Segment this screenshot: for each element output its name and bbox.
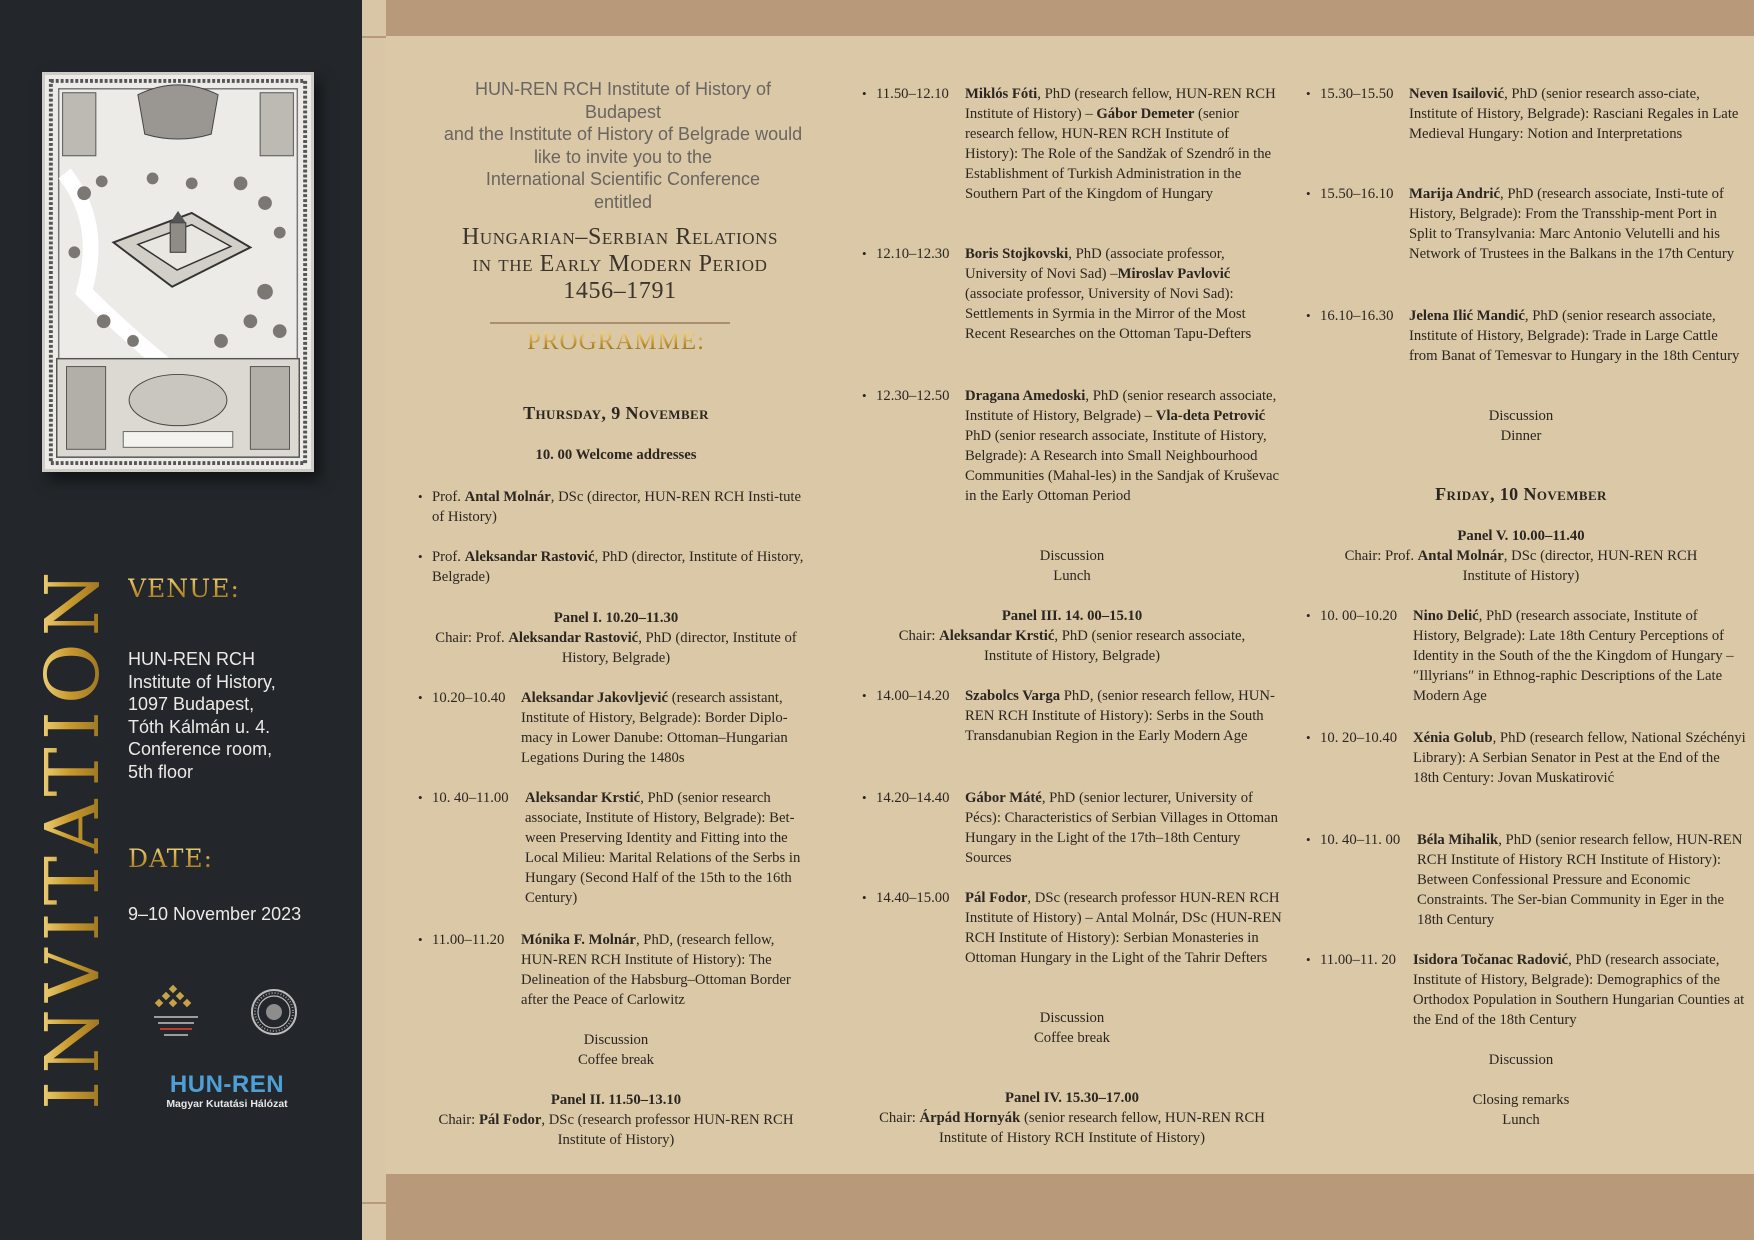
break-line: Discussion	[1488, 408, 1554, 424]
bullet: •	[1306, 308, 1311, 323]
venue-line: HUN-REN RCH	[128, 649, 255, 669]
talk-description	[1417, 830, 1746, 930]
chair-name: Pál Fodor	[478, 1112, 542, 1128]
talk-time: 12.10–12.30	[876, 246, 950, 262]
talk-details: , PhD (senior lecturer, University of Pécs): Characteristics of Serbian Villages in Ottoman Hungary in the Light of the 17th–18th Century Sources	[965, 790, 1278, 866]
talk-details: , PhD (research associate, Institute of History, Belgrade): Late 18th Century Perceptions of Identity in the South of the the Kingdom of Hungary – ″Illyrians″ in Ethnog-raphic Descriptions of the Late Modern Age	[1413, 608, 1734, 704]
talk-details: , PhD (senior research associate, Institute of History, Belgrade): Trade in Large Cattle from Banat of Temesvar to Hungary in the 18th Century	[1409, 308, 1740, 364]
programme-paper	[386, 36, 1754, 1174]
speaker-name: Aleksandar Rastović	[464, 549, 595, 565]
bullet: •	[418, 790, 423, 805]
break-line: Discussion	[583, 1032, 649, 1048]
bullet: •	[1306, 952, 1311, 967]
talk-time: 10. 40–11.00	[432, 790, 509, 806]
closing-line: Closing remarks	[1472, 1092, 1570, 1108]
bullet: •	[418, 549, 423, 564]
speaker-name: Gábor Demeter	[1096, 106, 1195, 122]
panel-header	[416, 1090, 816, 1150]
session-break	[862, 1008, 1282, 1048]
speaker-name: Antal Molnár	[464, 489, 551, 505]
panel-chair	[416, 1110, 816, 1150]
talk-description	[521, 688, 814, 768]
speaker-details: , PhD (director, Institute of History, Belgrade)	[432, 549, 804, 585]
talk-description	[965, 84, 1282, 204]
panel-chair	[862, 626, 1282, 666]
intro-line: like to invite you to the	[533, 146, 713, 167]
speaker-name: Pál Fodor	[965, 890, 1028, 906]
talk-time: 14.40–15.00	[876, 890, 950, 906]
talk-item	[418, 788, 814, 908]
date-text: 9–10 November 2023	[128, 904, 302, 924]
talk-details: PhD, (senior research fellow, HUN-REN RCH Institute of History): Serbs in the South Transdanubian Region in the Early Modern Age	[965, 688, 1275, 744]
speaker-name: Gábor Máté	[965, 790, 1042, 806]
hun-ren-logo-subtitle: Magyar Kutatási Hálózat	[166, 1098, 288, 1110]
talk-details: , PhD (senior research associate, Institute of History, Belgrade) –	[965, 388, 1277, 424]
institute-emblem-icon	[150, 984, 202, 1038]
talk-time: 14.20–14.40	[876, 790, 950, 806]
panel-header	[862, 606, 1282, 666]
talk-time: 10. 40–11. 00	[1320, 832, 1401, 848]
talk-description	[965, 788, 1282, 868]
talk-details: , PhD (associate professor, University of Novi Sad) –	[965, 246, 1225, 282]
talk-time: 10. 20–10.40	[1320, 730, 1398, 746]
talk-item	[862, 788, 1282, 868]
talk-details: , PhD (research associate, Institute of History, Belgrade): Demographics of the Orthodox Population in Southern Hungarian Counties at the End of the 18th Century	[1413, 952, 1745, 1028]
chair-name: Árpád Hornyák	[919, 1110, 1021, 1126]
speaker-name: Aleksandar Jakovljević	[521, 690, 669, 706]
talk-item	[1306, 606, 1746, 706]
hun-ren-logo-name: HUN-REN	[169, 1071, 285, 1098]
talk-description	[525, 788, 814, 908]
speaker-title: Prof.	[432, 489, 465, 505]
venue-line: 5th floor	[128, 761, 194, 782]
talk-time: 11.00–11. 20	[1320, 952, 1397, 968]
talk-details: , PhD (research associate, Insti-tute of History, Belgrade): From the Transship-ment Port in Split to Transylvania: Marc Antonio Velutelli and his Network of Trustees in the Balkans in the 17th Century	[1409, 186, 1735, 262]
chair-label: Chair: Prof.	[1344, 548, 1418, 564]
programme-heading: PROGRAMME:	[416, 332, 816, 352]
venue-label: VENUE:	[128, 574, 240, 603]
speaker-name: Mónika F. Molnár	[521, 932, 636, 948]
talk-details: , PhD (research fellow, HUN-REN RCH Institute of History) –	[965, 86, 1276, 122]
talk-time: 15.50–16.10	[1320, 186, 1394, 202]
speaker-name: Neven Isailović	[1409, 86, 1505, 102]
invitation-intro	[436, 78, 810, 214]
chair-label: Chair:	[879, 1110, 920, 1126]
chair-details: , DSc (research professor HUN-REN RCH Institute of History)	[541, 1112, 794, 1148]
bullet: •	[862, 388, 867, 403]
talk-time: 12.30–12.50	[876, 388, 950, 404]
session-break	[1306, 1050, 1736, 1070]
session-break	[862, 546, 1282, 586]
speaker-title: Prof.	[432, 549, 465, 565]
institute-seal-icon	[250, 988, 298, 1036]
panel-header	[862, 1088, 1282, 1148]
conference-title-line: in the Early Modern Period	[472, 251, 768, 277]
talk-description	[1413, 950, 1746, 1030]
talk-time: 11.50–12.10	[876, 86, 949, 102]
talk-item	[1306, 728, 1746, 788]
session-break	[1306, 406, 1736, 446]
bullet: •	[418, 489, 423, 504]
bullet: •	[1306, 730, 1311, 745]
bullet: •	[418, 932, 423, 947]
intro-line: International Scientific Conference	[485, 169, 761, 190]
talk-item	[1306, 950, 1746, 1030]
venue-line: Tóth Kálmán u. 4.	[128, 716, 271, 737]
talk-description	[965, 888, 1282, 968]
speaker-entry	[432, 487, 814, 527]
venue-line: Institute of History,	[128, 671, 276, 692]
chair-label: Chair: Prof.	[435, 630, 509, 646]
bullet: •	[418, 690, 423, 705]
chair-label: Chair:	[898, 628, 940, 644]
bullet: •	[1306, 608, 1311, 623]
break-line: Coffee break	[578, 1052, 654, 1068]
talk-time: 10.20–10.40	[432, 690, 506, 706]
talk-item	[862, 244, 1282, 344]
talk-details: , PhD (senior research asso-ciate, Institute of History, Belgrade): Rasciani Regales in Late Medieval Hungary: Notion and Interpretations	[1409, 86, 1739, 142]
welcome-addresses: 10. 00 Welcome addresses	[535, 447, 697, 463]
talk-description	[1409, 306, 1746, 366]
talk-time: 10. 00–10.20	[1320, 608, 1398, 624]
conference-title-line: 1456–1791	[563, 278, 677, 304]
conference-title-line: Hungarian–Serbian Relations	[461, 224, 779, 250]
bullet: •	[862, 790, 867, 805]
talk-description	[965, 386, 1282, 506]
chair-details: (senior research fellow, HUN-REN RCH Institute of History RCH Institute of History)	[939, 1110, 1265, 1146]
chair-name: Aleksandar Krstić	[939, 628, 1055, 644]
speaker-name: Xénia Golub	[1413, 730, 1493, 746]
chair-name: Antal Molnár	[1417, 548, 1504, 564]
talk-item	[418, 930, 814, 1010]
chair-details: , PhD (director, Institute of History, Belgrade)	[561, 630, 797, 666]
session-break	[416, 1030, 816, 1070]
talk-details: (senior research fellow, HUN-REN RCH Institute of History): The Role of the Sandžak of Szendrő in the Establishment of Turkish Administration in the Southern Part of the Kingdom of Hungary	[965, 106, 1272, 202]
talk-time: 11.00–11.20	[432, 932, 505, 948]
bullet: •	[862, 86, 867, 101]
talk-details: PhD (senior research associate, Institute of History, Belgrade): A Research into Small Neighbourhood Communities (Mahal-les) in the Sandjak of Kruševac in the Early Ottoman Period	[965, 428, 1280, 504]
engraving-illustration	[42, 72, 314, 472]
date-label: DATE:	[128, 844, 214, 873]
panel-header	[1306, 526, 1736, 586]
talk-item	[862, 686, 1282, 746]
talk-item	[862, 84, 1282, 204]
panel-title: Panel IV. 15.30–17.00	[1005, 1090, 1139, 1106]
chair-label: Chair:	[438, 1112, 479, 1128]
talk-time: 15.30–15.50	[1320, 86, 1394, 102]
closing-block	[1306, 1090, 1736, 1130]
speaker-name: Miklós Fóti	[965, 86, 1038, 102]
speaker-name: Vla-deta Petrović	[1155, 408, 1266, 424]
talk-item	[1306, 184, 1746, 264]
bullet: •	[1306, 832, 1311, 847]
talk-details: , PhD (senior research fellow, HUN-REN RCH Institute of History RCH Institute of History): Between Confessional Pressure and Economic Constraints. The Ser-bian Community in Eger in the 18th Century	[1417, 832, 1743, 928]
break-line: Discussion	[1039, 1010, 1105, 1026]
talk-description	[1409, 84, 1746, 144]
invitation-heading: INVITATION	[30, 564, 116, 1110]
talk-description	[1413, 606, 1746, 706]
sidebar-panel	[0, 0, 362, 1240]
intro-line: entitled	[593, 191, 653, 212]
chair-name: Aleksandar Rastović	[508, 630, 639, 646]
talk-description	[521, 930, 814, 1010]
bullet: •	[1306, 86, 1311, 101]
chair-details: , DSc (director, HUN-REN RCH Institute of History)	[1462, 548, 1698, 584]
break-line: Lunch	[1053, 568, 1091, 584]
intro-line: and the Institute of History of Belgrade would	[443, 124, 803, 145]
venue-address	[128, 648, 353, 784]
break-line: Dinner	[1500, 428, 1542, 444]
panel-title: Panel II. 11.50–13.10	[550, 1092, 682, 1108]
chair-details: , PhD (senior research associate, Institute of History, Belgrade)	[983, 628, 1246, 664]
talk-item	[1306, 84, 1746, 144]
talk-item	[1306, 830, 1746, 930]
speaker-name: Jelena Ilić Mandić	[1409, 308, 1525, 324]
talk-description	[965, 244, 1282, 344]
talk-details: (associate professor, University of Novi Sad): Settlements in Syrmia in the Mirror of the Most Recent Researches on the Ottoman Tapu-Defters	[965, 286, 1252, 342]
panel-title: Panel III. 14. 00–15.10	[1001, 608, 1143, 624]
venue-line: Conference room,	[128, 739, 273, 760]
talk-details: , PhD, (research fellow, HUN-REN RCH Institute of History): The Delineation of the Habsburg–Ottoman Border after the Peace of Carlowitz	[521, 932, 791, 1008]
talk-details: , PhD (research fellow, National Széchényi Library): A Serbian Senator in Pest at the End of the 18th Century: Jovan Muskatirović	[1413, 730, 1746, 786]
list-item	[418, 547, 814, 587]
panel-header	[416, 608, 816, 668]
day-heading: Thursday, 9 November	[523, 403, 709, 423]
talk-description	[1413, 728, 1746, 788]
talk-item	[418, 688, 814, 768]
panel-title: Panel V. 10.00–11.40	[1457, 528, 1585, 544]
speaker-name: Boris Stojkovski	[965, 246, 1069, 262]
speaker-name: Béla Mihalik	[1417, 832, 1499, 848]
speaker-name: Aleksandar Krstić	[525, 790, 641, 806]
bullet: •	[862, 246, 867, 261]
break-line: Discussion	[1488, 1052, 1554, 1068]
conference-title	[420, 224, 820, 305]
speaker-entry	[432, 547, 814, 587]
talk-item	[1306, 306, 1746, 366]
bullet: •	[1306, 186, 1311, 201]
break-line: Coffee break	[1034, 1030, 1110, 1046]
talk-details: , DSc (research professor HUN-REN RCH Institute of History) – Antal Molnár, DSc (HUN-REN RCH Institute of History): Serbian Monasteries in Ottoman Hungary in the Light of the Tahrir Defters	[965, 890, 1282, 966]
venue-line: 1097 Budapest,	[128, 694, 255, 715]
speaker-details: , DSc (director, HUN-REN RCH Insti-tute of History)	[432, 489, 802, 525]
day-heading: Friday, 10 November	[1435, 484, 1607, 504]
speaker-name: Dragana Amedoski	[965, 388, 1086, 404]
speaker-name: Marija Andrić	[1409, 186, 1500, 202]
talk-details: (research assistant, Institute of History, Belgrade): Border Diplo-macy in Lower Danube: Ottoman–Hungarian Legations During the 1480s	[521, 690, 788, 766]
talk-time: 16.10–16.30	[1320, 308, 1394, 324]
talk-item	[862, 888, 1282, 968]
speaker-name: Isidora Točanac Radović	[1413, 952, 1569, 968]
panel-chair	[416, 628, 816, 668]
talk-description	[1409, 184, 1746, 264]
panel-chair	[862, 1108, 1282, 1148]
talk-details: , PhD (senior research associate, Institute of History, Belgrade): Bet-ween Preserving Identity and Fitting into the Local Milieu: Marital Relations of the Serbs in Hungary (Second Half of the 15th to the 16th Century)	[525, 790, 801, 906]
panel-chair	[1306, 546, 1736, 586]
intro-line: HUN-REN RCH Institute of History of Budapest	[474, 79, 772, 122]
spine-border	[362, 36, 386, 1204]
list-item	[418, 487, 814, 527]
speaker-name: Miroslav Pavlović	[1117, 266, 1231, 282]
talk-item	[862, 386, 1282, 506]
break-line: Discussion	[1039, 548, 1105, 564]
bullet: •	[862, 890, 867, 905]
talk-description	[965, 686, 1282, 746]
panel-title: Panel I. 10.20–11.30	[553, 610, 679, 626]
speaker-name: Nino Delić	[1413, 608, 1479, 624]
title-divider	[490, 322, 730, 324]
talk-time: 14.00–14.20	[876, 688, 950, 704]
bullet: •	[862, 688, 867, 703]
speaker-name: Szabolcs Varga	[965, 688, 1061, 704]
closing-line: Lunch	[1502, 1112, 1540, 1128]
hun-ren-logo	[160, 1072, 294, 1111]
